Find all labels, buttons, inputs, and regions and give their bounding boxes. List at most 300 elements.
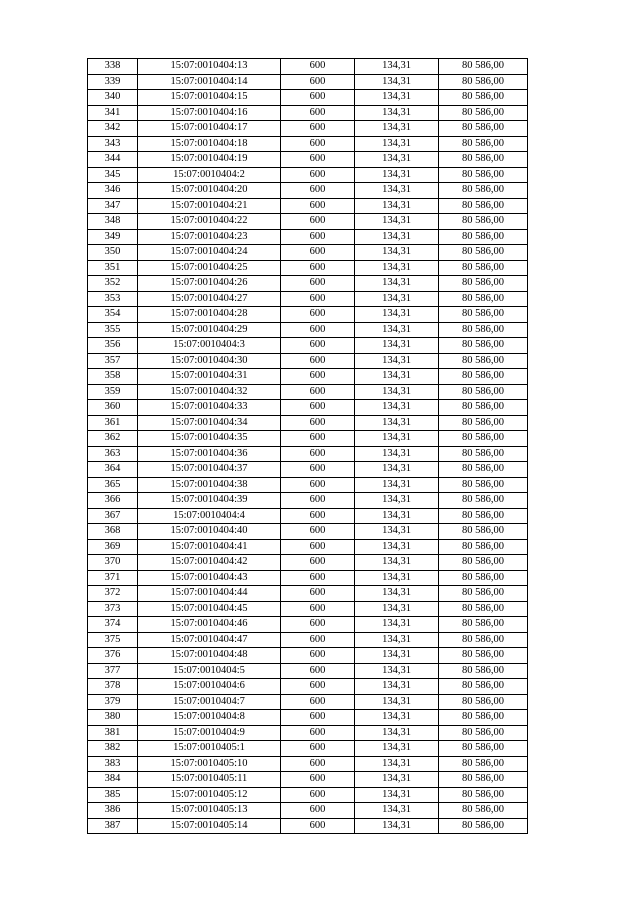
rate-cell: 134,31 [355,539,439,555]
table-row [88,338,528,354]
row-number-cell: 387 [88,818,138,834]
row-number-cell: 358 [88,369,138,385]
table-row [88,570,528,586]
table-row [88,74,528,90]
rate-cell: 134,31 [355,136,439,152]
cadastral-number-cell: 15:07:0010404:4 [138,508,281,524]
table-row [88,493,528,509]
rate-cell: 134,31 [355,245,439,261]
area-cell: 600 [281,338,355,354]
row-number-cell: 345 [88,167,138,183]
cadastral-number-cell: 15:07:0010404:25 [138,260,281,276]
table-row [88,555,528,571]
cadastral-number-cell: 15:07:0010404:31 [138,369,281,385]
table-row [88,601,528,617]
value-cell: 80 586,00 [439,291,528,307]
row-number-cell: 351 [88,260,138,276]
cadastral-number-cell: 15:07:0010405:12 [138,787,281,803]
row-number-cell: 368 [88,524,138,540]
area-cell: 600 [281,260,355,276]
value-cell: 80 586,00 [439,632,528,648]
rate-cell: 134,31 [355,183,439,199]
table-row [88,136,528,152]
rate-cell: 134,31 [355,756,439,772]
value-cell: 80 586,00 [439,167,528,183]
area-cell: 600 [281,648,355,664]
cadastral-number-cell: 15:07:0010404:22 [138,214,281,230]
row-number-cell: 371 [88,570,138,586]
table-row [88,245,528,261]
area-cell: 600 [281,214,355,230]
value-cell: 80 586,00 [439,524,528,540]
rate-cell: 134,31 [355,601,439,617]
area-cell: 600 [281,415,355,431]
area-cell: 600 [281,524,355,540]
row-number-cell: 367 [88,508,138,524]
value-cell: 80 586,00 [439,245,528,261]
area-cell: 600 [281,462,355,478]
rate-cell: 134,31 [355,555,439,571]
rate-cell: 134,31 [355,617,439,633]
value-cell: 80 586,00 [439,353,528,369]
table-row [88,121,528,137]
table-row [88,369,528,385]
table-row [88,431,528,447]
area-cell: 600 [281,772,355,788]
rate-cell: 134,31 [355,353,439,369]
row-number-cell: 381 [88,725,138,741]
table-row [88,167,528,183]
rate-cell: 134,31 [355,493,439,509]
table-row [88,384,528,400]
cadastral-number-cell: 15:07:0010404:23 [138,229,281,245]
rate-cell: 134,31 [355,803,439,819]
cadastral-number-cell: 15:07:0010404:27 [138,291,281,307]
row-number-cell: 343 [88,136,138,152]
rate-cell: 134,31 [355,772,439,788]
value-cell: 80 586,00 [439,431,528,447]
table-body [88,59,528,834]
value-cell: 80 586,00 [439,725,528,741]
cadastral-number-cell: 15:07:0010404:29 [138,322,281,338]
table-row [88,632,528,648]
value-cell: 80 586,00 [439,679,528,695]
value-cell: 80 586,00 [439,772,528,788]
rate-cell: 134,31 [355,384,439,400]
cadastral-number-cell: 15:07:0010404:20 [138,183,281,199]
value-cell: 80 586,00 [439,183,528,199]
rate-cell: 134,31 [355,260,439,276]
area-cell: 600 [281,59,355,75]
value-cell: 80 586,00 [439,756,528,772]
parcel-registry-table [87,58,528,834]
cadastral-number-cell: 15:07:0010404:2 [138,167,281,183]
cadastral-number-cell: 15:07:0010404:37 [138,462,281,478]
area-cell: 600 [281,570,355,586]
row-number-cell: 366 [88,493,138,509]
table-row [88,477,528,493]
value-cell: 80 586,00 [439,617,528,633]
cadastral-number-cell: 15:07:0010404:33 [138,400,281,416]
value-cell: 80 586,00 [439,539,528,555]
area-cell: 600 [281,818,355,834]
rate-cell: 134,31 [355,694,439,710]
area-cell: 600 [281,183,355,199]
area-cell: 600 [281,307,355,323]
value-cell: 80 586,00 [439,152,528,168]
cadastral-number-cell: 15:07:0010404:44 [138,586,281,602]
value-cell: 80 586,00 [439,803,528,819]
rate-cell: 134,31 [355,431,439,447]
area-cell: 600 [281,276,355,292]
cadastral-number-cell: 15:07:0010404:7 [138,694,281,710]
area-cell: 600 [281,694,355,710]
rate-cell: 134,31 [355,477,439,493]
row-number-cell: 344 [88,152,138,168]
area-cell: 600 [281,446,355,462]
cadastral-number-cell: 15:07:0010404:32 [138,384,281,400]
rate-cell: 134,31 [355,214,439,230]
rate-cell: 134,31 [355,152,439,168]
cadastral-number-cell: 15:07:0010405:1 [138,741,281,757]
value-cell: 80 586,00 [439,369,528,385]
row-number-cell: 348 [88,214,138,230]
area-cell: 600 [281,136,355,152]
rate-cell: 134,31 [355,415,439,431]
rate-cell: 134,31 [355,198,439,214]
area-cell: 600 [281,74,355,90]
area-cell: 600 [281,353,355,369]
table-row [88,710,528,726]
area-cell: 600 [281,322,355,338]
cadastral-number-cell: 15:07:0010404:36 [138,446,281,462]
rate-cell: 134,31 [355,74,439,90]
cadastral-number-cell: 15:07:0010404:8 [138,710,281,726]
table-row [88,415,528,431]
row-number-cell: 377 [88,663,138,679]
area-cell: 600 [281,632,355,648]
cadastral-number-cell: 15:07:0010404:15 [138,90,281,106]
table-row [88,663,528,679]
row-number-cell: 360 [88,400,138,416]
rate-cell: 134,31 [355,291,439,307]
table-row [88,679,528,695]
row-number-cell: 374 [88,617,138,633]
area-cell: 600 [281,679,355,695]
value-cell: 80 586,00 [439,663,528,679]
rate-cell: 134,31 [355,167,439,183]
area-cell: 600 [281,152,355,168]
rate-cell: 134,31 [355,276,439,292]
row-number-cell: 383 [88,756,138,772]
row-number-cell: 382 [88,741,138,757]
rate-cell: 134,31 [355,446,439,462]
area-cell: 600 [281,167,355,183]
rate-cell: 134,31 [355,322,439,338]
row-number-cell: 350 [88,245,138,261]
cadastral-number-cell: 15:07:0010404:30 [138,353,281,369]
table-row [88,152,528,168]
table-row [88,648,528,664]
area-cell: 600 [281,121,355,137]
cadastral-number-cell: 15:07:0010404:26 [138,276,281,292]
cadastral-number-cell: 15:07:0010404:21 [138,198,281,214]
rate-cell: 134,31 [355,648,439,664]
area-cell: 600 [281,555,355,571]
rate-cell: 134,31 [355,338,439,354]
cadastral-number-cell: 15:07:0010404:13 [138,59,281,75]
area-cell: 600 [281,725,355,741]
value-cell: 80 586,00 [439,59,528,75]
area-cell: 600 [281,245,355,261]
table-row [88,539,528,555]
rate-cell: 134,31 [355,787,439,803]
area-cell: 600 [281,710,355,726]
value-cell: 80 586,00 [439,105,528,121]
rate-cell: 134,31 [355,818,439,834]
rate-cell: 134,31 [355,369,439,385]
cadastral-number-cell: 15:07:0010404:16 [138,105,281,121]
row-number-cell: 342 [88,121,138,137]
table-row [88,725,528,741]
table-row [88,322,528,338]
value-cell: 80 586,00 [439,787,528,803]
table-row [88,183,528,199]
table-row [88,90,528,106]
rate-cell: 134,31 [355,570,439,586]
value-cell: 80 586,00 [439,260,528,276]
cadastral-number-cell: 15:07:0010404:39 [138,493,281,509]
area-cell: 600 [281,601,355,617]
area-cell: 600 [281,493,355,509]
row-number-cell: 354 [88,307,138,323]
value-cell: 80 586,00 [439,338,528,354]
rate-cell: 134,31 [355,229,439,245]
table-row [88,400,528,416]
area-cell: 600 [281,617,355,633]
table-row [88,741,528,757]
row-number-cell: 376 [88,648,138,664]
table-row [88,787,528,803]
cadastral-number-cell: 15:07:0010404:5 [138,663,281,679]
rate-cell: 134,31 [355,105,439,121]
cadastral-number-cell: 15:07:0010404:40 [138,524,281,540]
rate-cell: 134,31 [355,90,439,106]
value-cell: 80 586,00 [439,307,528,323]
row-number-cell: 352 [88,276,138,292]
value-cell: 80 586,00 [439,710,528,726]
cadastral-number-cell: 15:07:0010404:3 [138,338,281,354]
value-cell: 80 586,00 [439,415,528,431]
area-cell: 600 [281,756,355,772]
row-number-cell: 346 [88,183,138,199]
row-number-cell: 355 [88,322,138,338]
table-row [88,694,528,710]
table-row [88,276,528,292]
rate-cell: 134,31 [355,586,439,602]
row-number-cell: 372 [88,586,138,602]
value-cell: 80 586,00 [439,741,528,757]
table-row [88,462,528,478]
rate-cell: 134,31 [355,679,439,695]
value-cell: 80 586,00 [439,136,528,152]
table-row [88,586,528,602]
area-cell: 600 [281,508,355,524]
area-cell: 600 [281,291,355,307]
table-row [88,508,528,524]
rate-cell: 134,31 [355,725,439,741]
rate-cell: 134,31 [355,59,439,75]
cadastral-number-cell: 15:07:0010404:17 [138,121,281,137]
value-cell: 80 586,00 [439,229,528,245]
value-cell: 80 586,00 [439,90,528,106]
table-row [88,803,528,819]
table-row [88,756,528,772]
cadastral-number-cell: 15:07:0010404:35 [138,431,281,447]
table-row [88,617,528,633]
table-row [88,353,528,369]
rate-cell: 134,31 [355,632,439,648]
cadastral-number-cell: 15:07:0010404:28 [138,307,281,323]
table-row [88,818,528,834]
rate-cell: 134,31 [355,524,439,540]
value-cell: 80 586,00 [439,276,528,292]
value-cell: 80 586,00 [439,648,528,664]
cadastral-number-cell: 15:07:0010404:41 [138,539,281,555]
cadastral-number-cell: 15:07:0010404:18 [138,136,281,152]
value-cell: 80 586,00 [439,74,528,90]
row-number-cell: 339 [88,74,138,90]
value-cell: 80 586,00 [439,508,528,524]
rate-cell: 134,31 [355,307,439,323]
rate-cell: 134,31 [355,121,439,137]
row-number-cell: 357 [88,353,138,369]
value-cell: 80 586,00 [439,586,528,602]
value-cell: 80 586,00 [439,555,528,571]
row-number-cell: 356 [88,338,138,354]
row-number-cell: 362 [88,431,138,447]
rate-cell: 134,31 [355,710,439,726]
area-cell: 600 [281,539,355,555]
area-cell: 600 [281,803,355,819]
table-row [88,198,528,214]
value-cell: 80 586,00 [439,400,528,416]
row-number-cell: 353 [88,291,138,307]
area-cell: 600 [281,384,355,400]
value-cell: 80 586,00 [439,121,528,137]
row-number-cell: 369 [88,539,138,555]
value-cell: 80 586,00 [439,570,528,586]
cadastral-number-cell: 15:07:0010405:14 [138,818,281,834]
area-cell: 600 [281,787,355,803]
row-number-cell: 363 [88,446,138,462]
row-number-cell: 347 [88,198,138,214]
row-number-cell: 338 [88,59,138,75]
table-row [88,214,528,230]
area-cell: 600 [281,586,355,602]
value-cell: 80 586,00 [439,694,528,710]
row-number-cell: 384 [88,772,138,788]
value-cell: 80 586,00 [439,601,528,617]
cadastral-number-cell: 15:07:0010405:13 [138,803,281,819]
row-number-cell: 370 [88,555,138,571]
table-row [88,524,528,540]
row-number-cell: 361 [88,415,138,431]
row-number-cell: 380 [88,710,138,726]
area-cell: 600 [281,229,355,245]
value-cell: 80 586,00 [439,818,528,834]
value-cell: 80 586,00 [439,214,528,230]
rate-cell: 134,31 [355,741,439,757]
cadastral-number-cell: 15:07:0010404:9 [138,725,281,741]
cadastral-number-cell: 15:07:0010405:10 [138,756,281,772]
cadastral-number-cell: 15:07:0010404:48 [138,648,281,664]
rate-cell: 134,31 [355,508,439,524]
table-row [88,105,528,121]
row-number-cell: 340 [88,90,138,106]
cadastral-number-cell: 15:07:0010404:24 [138,245,281,261]
value-cell: 80 586,00 [439,446,528,462]
value-cell: 80 586,00 [439,198,528,214]
value-cell: 80 586,00 [439,462,528,478]
row-number-cell: 349 [88,229,138,245]
cadastral-number-cell: 15:07:0010404:47 [138,632,281,648]
area-cell: 600 [281,431,355,447]
rate-cell: 134,31 [355,663,439,679]
area-cell: 600 [281,369,355,385]
row-number-cell: 375 [88,632,138,648]
row-number-cell: 364 [88,462,138,478]
cadastral-number-cell: 15:07:0010404:38 [138,477,281,493]
cadastral-number-cell: 15:07:0010404:46 [138,617,281,633]
table-row [88,446,528,462]
cadastral-number-cell: 15:07:0010404:43 [138,570,281,586]
area-cell: 600 [281,105,355,121]
row-number-cell: 378 [88,679,138,695]
rate-cell: 134,31 [355,400,439,416]
rate-cell: 134,31 [355,462,439,478]
table-row [88,307,528,323]
value-cell: 80 586,00 [439,477,528,493]
cadastral-number-cell: 15:07:0010404:14 [138,74,281,90]
row-number-cell: 379 [88,694,138,710]
area-cell: 600 [281,741,355,757]
row-number-cell: 365 [88,477,138,493]
value-cell: 80 586,00 [439,493,528,509]
table-row [88,772,528,788]
area-cell: 600 [281,90,355,106]
row-number-cell: 386 [88,803,138,819]
row-number-cell: 359 [88,384,138,400]
cadastral-number-cell: 15:07:0010404:34 [138,415,281,431]
table-row [88,291,528,307]
area-cell: 600 [281,198,355,214]
row-number-cell: 341 [88,105,138,121]
area-cell: 600 [281,477,355,493]
row-number-cell: 385 [88,787,138,803]
cadastral-number-cell: 15:07:0010404:19 [138,152,281,168]
table-row [88,229,528,245]
row-number-cell: 373 [88,601,138,617]
cadastral-number-cell: 15:07:0010404:42 [138,555,281,571]
table-row [88,260,528,276]
cadastral-number-cell: 15:07:0010404:6 [138,679,281,695]
area-cell: 600 [281,663,355,679]
table-row [88,59,528,75]
cadastral-number-cell: 15:07:0010404:45 [138,601,281,617]
value-cell: 80 586,00 [439,384,528,400]
cadastral-number-cell: 15:07:0010405:11 [138,772,281,788]
